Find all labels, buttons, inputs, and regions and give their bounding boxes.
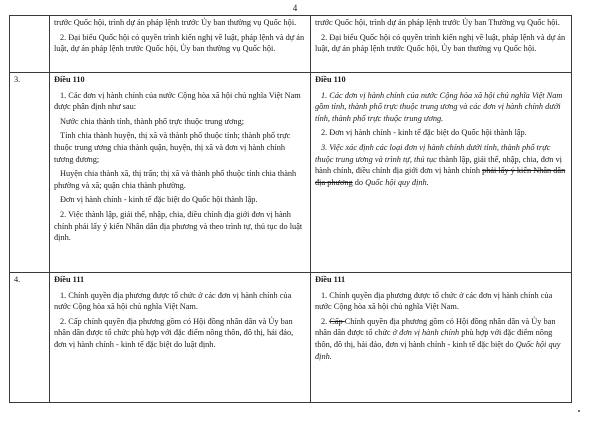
paragraph: Huyện chia thành xã, thị trấn; thị xã và thành phố thuộc tỉnh chia thành phường và xã; quận chia thành phường. (54, 169, 297, 190)
paragraph: Tỉnh chia thành huyện, thị xã và thành phố thuộc tỉnh; thành phố trực thuộc trung ương chia thành quận, huyện, thị xã và đơn vị hành chính tương đương; (54, 131, 291, 164)
paragraph: 1. Chính quyền địa phương được tổ chức ở các đơn vị hành chính của nước Cộng hòa xã hội chủ nghĩa Việt Nam. (315, 290, 553, 312)
paragraph: 2. Đại biểu Quốc hội có quyền trình kiến nghị về luật, pháp lệnh và dự án luật, dự án pháp lệnh trước Quốc hội, Ủy ban thường vụ Quốc hội. (54, 32, 305, 54)
amended-text: 3. Việc xác định các loại đơn vị hành chính dưới tỉnh, thành phố trực thuộc trung ương và trình tự, thủ tục (315, 142, 551, 164)
table-row-article-111 (10, 273, 572, 403)
deleted-text: phải lấy ý kiến Nhân dân địa phương (315, 166, 566, 187)
row-number (10, 16, 50, 73)
proposed-text-cell (311, 73, 572, 273)
paragraph: 2. Đại biểu Quốc hội có quyền trình kiến nghị về luật, pháp lệnh và dự án luật, dự án pháp lệnh trước Quốc hội, Ủy ban thường vụ Quốc hội. (315, 32, 566, 54)
table-row-article-110 (10, 73, 572, 273)
amended-text: Quốc hội quy định. (315, 339, 561, 361)
paragraph: 2. Cấp chính quyền địa phương gồm có Hội đồng nhân dân và Ủy ban nhân dân được tổ chức phù hợp với đặc điểm nông thôn, đô thị, hải đảo, đơn vị hành chính - kinh tế đặc biệt do luật định. (54, 316, 294, 349)
paragraph: 1. Các đơn vị hành chính của nước Cộng hòa xã hội chủ nghĩa Việt Nam gồm tỉnh, thành phố trực thuộc trung ương và các đơn vị hành chính dưới tỉnh, thành phố trực thuộc trung ương. (315, 90, 563, 123)
row-number: 4. (10, 273, 50, 403)
amended-text: ở đơn vị hành chính (392, 328, 460, 338)
current-text-cell (50, 273, 311, 403)
paragraph: Nước chia thành tỉnh, thành phố trực thuộc trung ương; (60, 116, 245, 126)
text-run: 2. (321, 316, 330, 326)
paragraph: trước Quốc hội, trình dự án pháp lệnh trước Ủy ban Thường vụ Quốc hội. (315, 18, 560, 27)
article-title: Điều 110 (315, 75, 346, 84)
scan-mark (578, 410, 580, 412)
article-title: Điều 111 (315, 275, 346, 284)
text-run: thành lập, giải thể, nhập, chia, đơn vị hành chính, điều chỉnh địa giới đơn vị hành chính (315, 154, 562, 176)
deleted-text: Cấp (329, 316, 345, 326)
proposed-text-cell (311, 16, 572, 73)
page-number: 4 (292, 3, 298, 13)
table-row-continuation (10, 16, 572, 73)
paragraph: trước Quốc hội, trình dự án pháp lệnh trước Ủy ban thường vụ Quốc hội. (54, 18, 297, 27)
paragraph: 1. Các đơn vị hành chính của nước Cộng hòa xã hội chủ nghĩa Việt Nam được phân định như sau: (54, 90, 301, 112)
paragraph (315, 142, 567, 188)
paragraph: 2. Việc thành lập, giải thể, nhập, chia, điều chỉnh địa giới đơn vị hành chính phải lấy ý kiến Nhân dân địa phương và theo trình tự, thủ tục do luật định. (54, 209, 303, 243)
current-text-cell (50, 16, 311, 73)
text-run: Chính quyền địa phương gồm có Hội đồng nhân dân và Ủy ban nhân dân được tổ chức (315, 316, 556, 338)
proposed-text-cell (311, 273, 572, 403)
article-title: Điều 111 (54, 275, 85, 284)
text-run: do (352, 177, 366, 187)
article-title: Điều 110 (54, 75, 85, 84)
text-run: phù hợp với đặc điểm nông thôn, đô thị, hải đảo, đơn vị hành chính - kinh tế đặc biệt do (315, 328, 553, 349)
amended-text: Quốc hội quy định. (365, 177, 429, 187)
paragraph (315, 316, 567, 362)
current-text-cell (50, 73, 311, 273)
paragraph: Đơn vị hành chính - kinh tế đặc biệt do Quốc hội thành lập. (60, 195, 258, 205)
paragraph: 2. Đơn vị hành chính - kinh tế đặc biệt do Quốc hội thành lập. (321, 128, 527, 138)
comparison-table (9, 15, 572, 403)
row-number: 3. (10, 73, 50, 273)
paragraph: 1. Chính quyền địa phương được tổ chức ở các đơn vị hành chính của nước Cộng hòa xã hội chủ nghĩa Việt Nam. (54, 290, 292, 312)
